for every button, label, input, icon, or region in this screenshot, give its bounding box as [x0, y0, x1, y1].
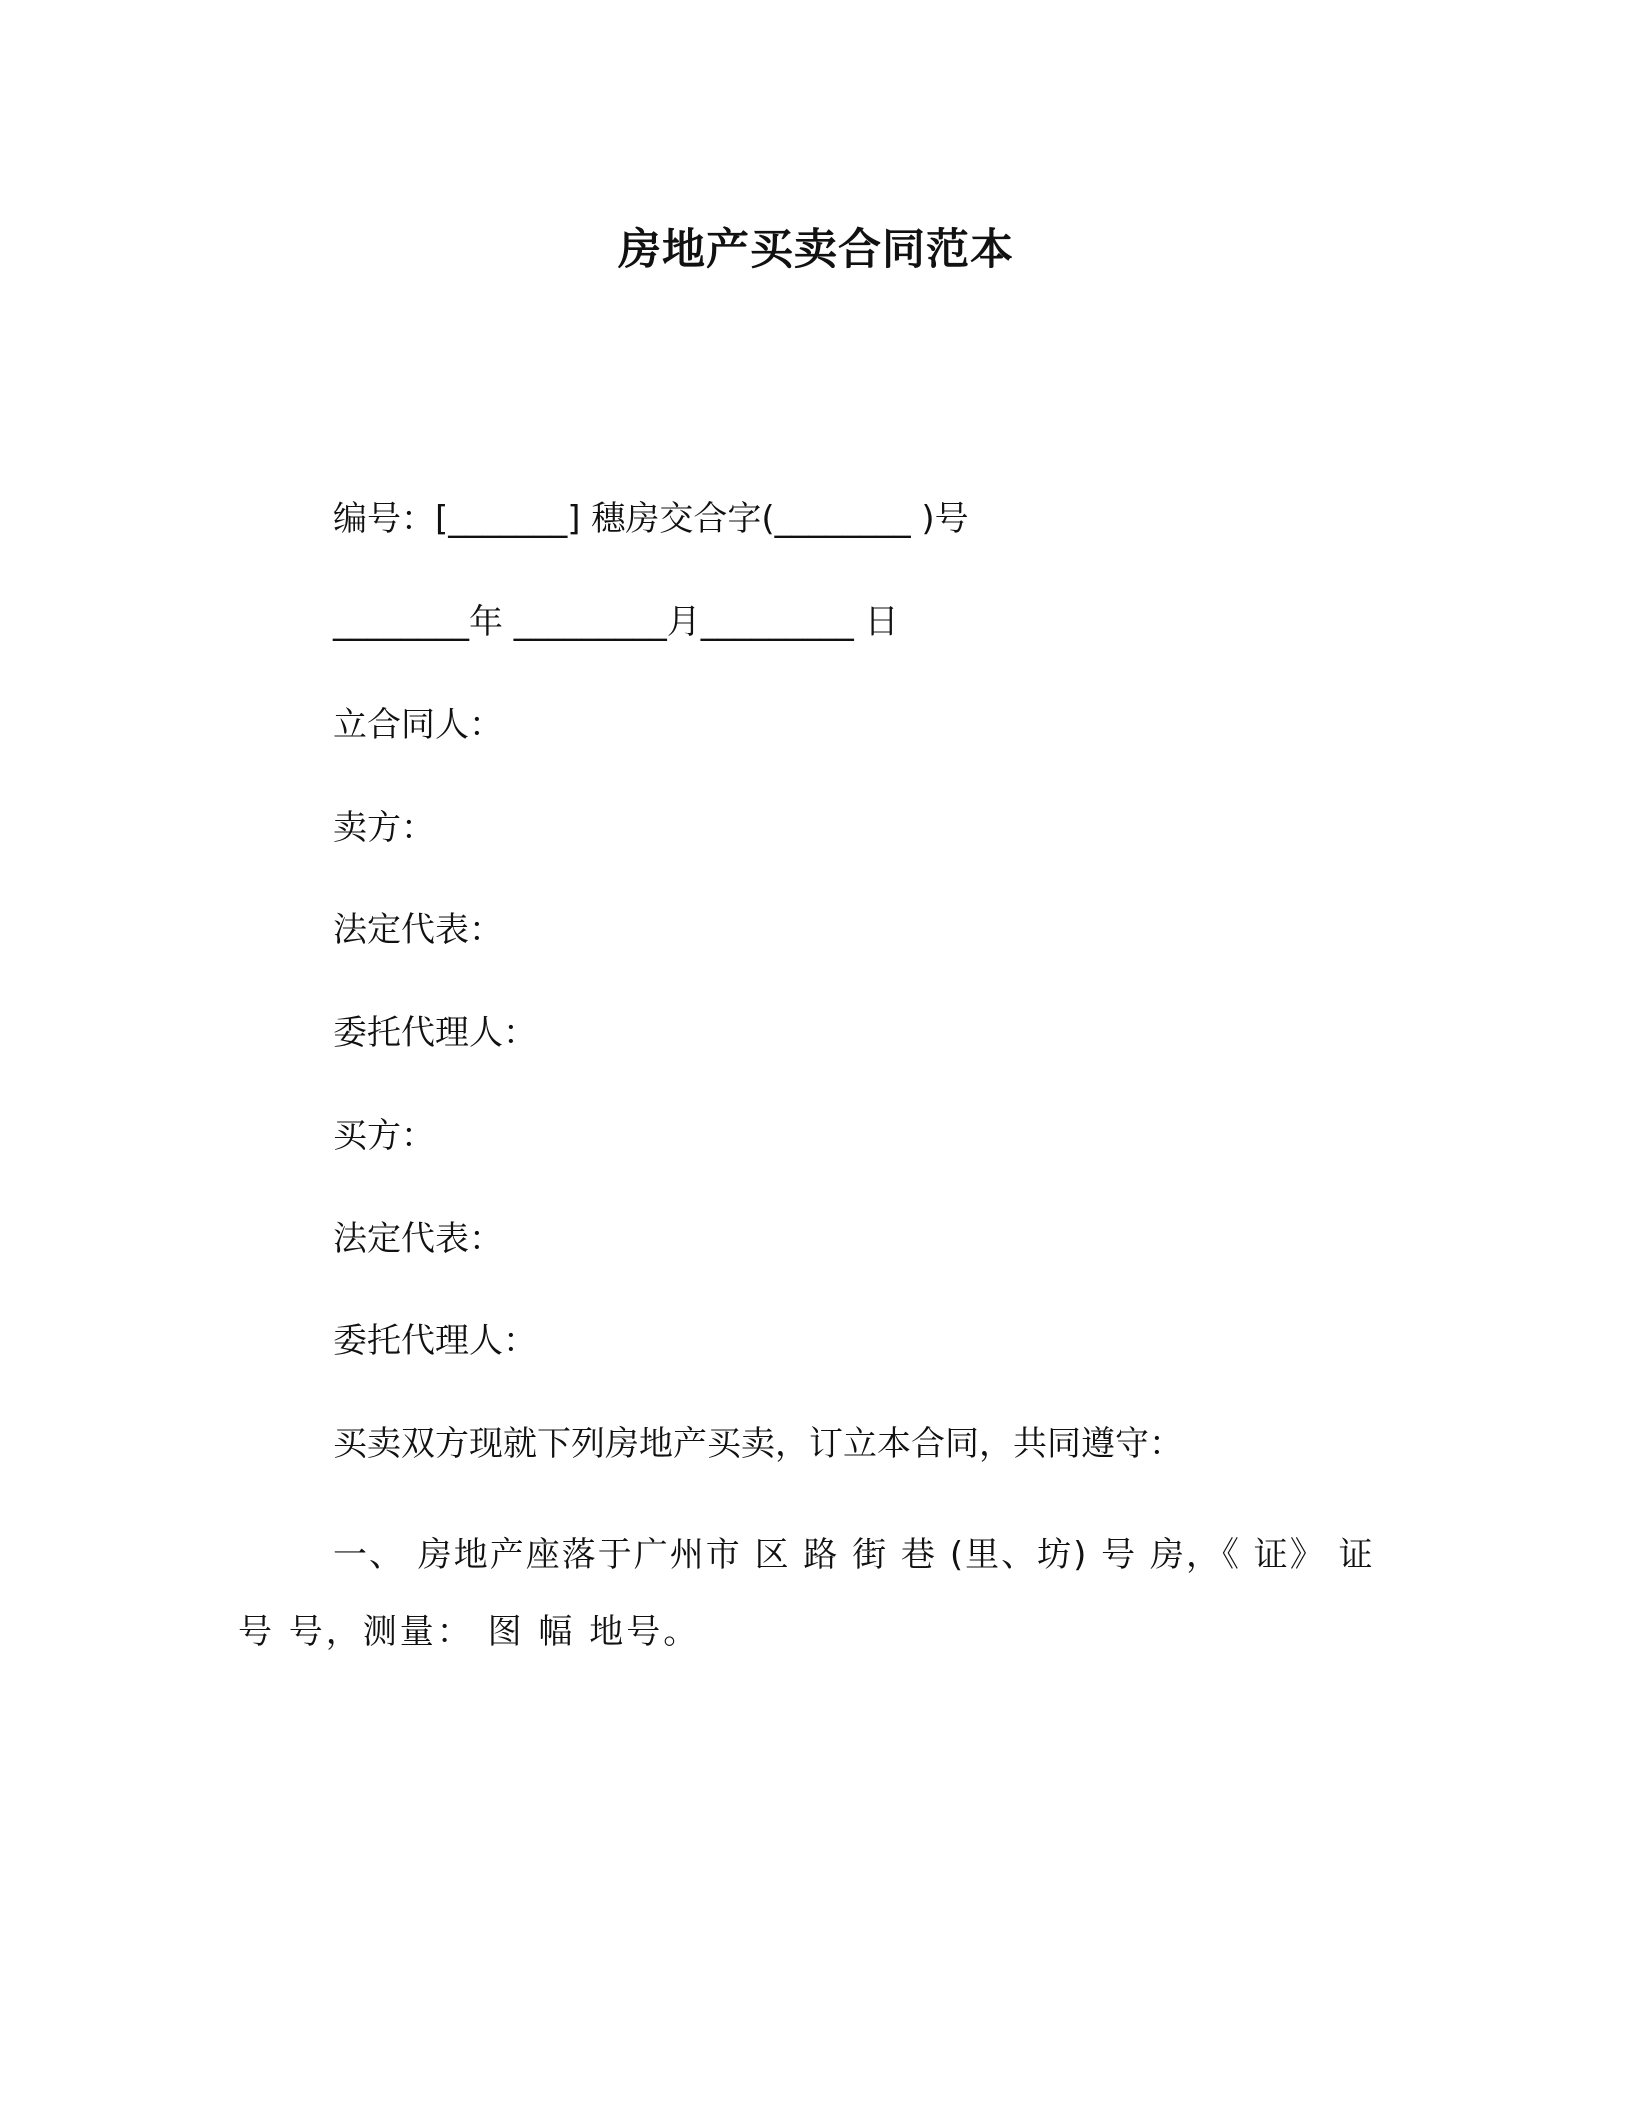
clause-1-first-line: 一、 房地产座落于广州市 区 路 街 巷 (里、坊) 号 房，《 证》 证 — [333, 1535, 1375, 1575]
seller-agent-label: 委托代理人： — [333, 1013, 537, 1053]
document-title: 房地产买卖合同范本 — [618, 225, 1014, 275]
parties-heading: 立合同人： — [333, 705, 503, 745]
agreement-intro: 买卖双方现就下列房地产买卖，订立本合同，共同遵守： — [333, 1424, 1183, 1464]
seller-label: 卖方： — [333, 808, 435, 848]
buyer-label: 买方： — [333, 1116, 435, 1156]
date-line: ________年 _________月_________ 日 — [333, 602, 899, 642]
seller-legal-rep-label: 法定代表： — [333, 910, 503, 950]
buyer-legal-rep-label: 法定代表： — [333, 1219, 503, 1259]
clause-1-continuation: 号 号，测量： 图 幅 地号。 — [238, 1612, 701, 1652]
buyer-agent-label: 委托代理人： — [333, 1321, 537, 1361]
contract-number-line: 编号：[_______] 穗房交合字(________ )号 — [333, 499, 969, 539]
